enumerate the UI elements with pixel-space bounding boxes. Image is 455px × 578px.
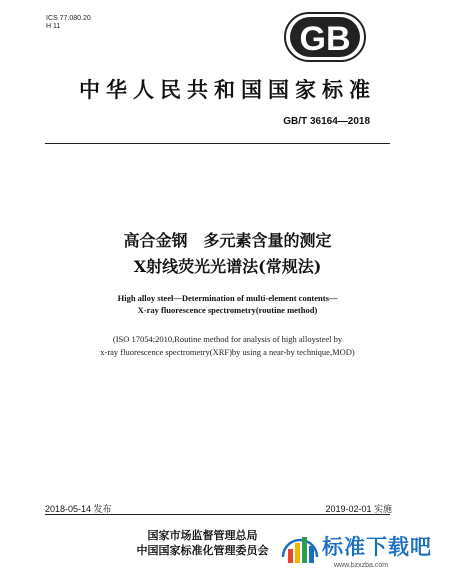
english-title-line2: X-ray fluorescence spectrometry(routine method) [137,305,318,315]
implement-date: 2019-02-01 实施 [325,504,392,514]
top-divider [45,143,390,144]
issuer-line1: 国家市场监督管理总局 [147,529,258,542]
chinese-title [0,228,455,280]
iso-reference [0,333,455,359]
bottom-divider [45,514,390,515]
standard-number: GB/T 36164—2018 [283,116,370,127]
watermark-url[interactable]: www.bzxzba.com [334,562,389,569]
issuer-line2: 中国国家标准化管理委员会 [136,544,269,557]
ics-code: ICS 77.080.20 [46,15,91,22]
classification-codes [46,15,91,31]
publish-date: 2018-05-14 发布 [45,504,112,514]
english-title [0,292,455,316]
gb-logo-text: GB [299,20,351,58]
chinese-title-line1: 高合金钢 多元素含量的测定 [123,231,332,250]
ccs-code: H 11 [46,23,61,30]
iso-reference-line1: (ISO 17054:2010,Routine method for analysis of high alloysteel by [112,334,343,344]
gb-logo [284,12,366,62]
watermark-brand: 标准下载吧 [322,535,432,559]
chinese-title-line2: X射线荧光光谱法(常规法) [133,257,322,276]
national-standard-title: 中华人民共和国国家标准 [79,77,376,102]
bar-chart-logo-icon [279,527,321,569]
iso-reference-line2: x-ray fluorescence spectrometry(XRF)by using a near-by technique,MOD) [100,347,355,357]
english-title-line1: High alloy steel—Determination of multi-element contents— [117,293,338,303]
